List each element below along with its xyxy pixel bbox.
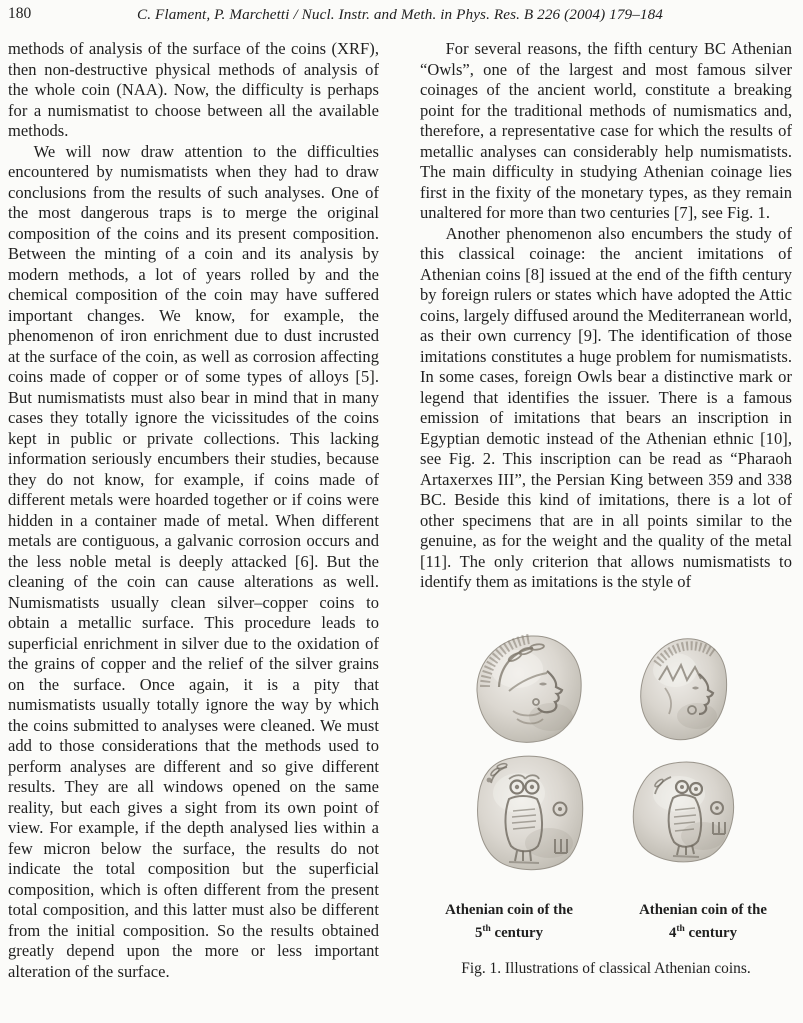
coin-photos-grid — [420, 633, 792, 871]
coin-label-line1: Athenian coin of the — [445, 901, 573, 918]
coin-label-century-number: 4 — [668, 925, 677, 942]
coin-label-century-number: 5 — [474, 925, 483, 942]
two-column-body — [8, 39, 792, 982]
athena-head-5th-century-coin-image — [473, 633, 585, 745]
coin-label-5th-century — [420, 899, 598, 946]
coin-labels — [420, 899, 792, 946]
body-paragraph: methods of analysis of the surface of the coins (XRF), then non-destructive physical methods of analysis of the whole coin (NAA). Now, the difficulty is perhaps for a numismatist to choose between all the available methods. — [8, 39, 379, 140]
coin-label-ordinal: th — [676, 924, 685, 935]
coin-label-4th-century — [614, 899, 792, 946]
body-paragraph: For several reasons, the fifth century BC Athenian “Owls”, one of the largest and most famous silver coinages of the ancient world, constitute a breaking point for the traditional methods of numismatics and, therefore, a representative case for which the results of metallic analyses can considerably help numismatists. The main difficulty in studying Athenian coinage lies first in the fixity of the monetary types, as they remain unaltered for more than two centuries [7], see Fig. 1. — [420, 39, 792, 222]
figure-1 — [420, 633, 792, 978]
running-title: C. Flament, P. Marchetti / Nucl. Instr. and Meth. in Phys. Res. B 226 (2004) 179–184 — [137, 6, 663, 23]
body-paragraph: Another phenomenon also encumbers the study of this classical coinage: the ancient imitations of Athenian coins [8] issued at the end of the fifth century by foreign rulers or states which have adopted the Attic coins, largely diffused around the Mediterranean world, as their own currency [9]. The identification of those imitations constitutes a huge problem for numismatists. In some cases, foreign Owls bear a distinctive mark or legend that identifies the issuer. There is a famous emission of imitations that bears an inscription in Egyptian demotic instead of the Athenian ethnic [10], see Fig. 2. This inscription can be read as “Pharaoh Artaxerxes III”, the Persian King between 359 and 338 BC. Beside this kind of imitations, there is a lot of other specimens that are in all points similar to the genuine, as for the weight and the quality of the metal [11]. The only criterion that allows numismatists to identify them as imitations is the style of — [420, 223, 792, 591]
right-column — [420, 39, 792, 982]
coin-label-line1: Athenian coin of the — [639, 901, 767, 918]
coin-label-ordinal: th — [482, 924, 491, 935]
body-paragraph: We will now draw attention to the difficulties encountered by numismatists when they had to draw conclusions from the results of such analyses. One of the most dangerous traps is to merge the original composition of the coins and its present composition. Between the minting of a coin and its analysis by modern methods, a lot of years rolled by and the chemical composition of the coin may have suffered important changes. We know, for example, the phenomenon of iron enrichment due to dust incrusted at the surface of the coin, as well as corrosion affecting coins made of copper or of some types of alloys [5]. But numismatists must also bear in mind that in many cases they totally ignore the vicissitudes of the coins kept in public or private collections. This lacking information seriously encumbers their studies, because they do not know, for example, if coins made of different metals were hoarded together or if coins were hidden in a container made of metal. When different metals are contiguous, a galvanic corrosion occurs and the less noble metal is deeply attacked [6]. But the cleaning of the coin can cause alterations as well. Numismatists usually clean silver–copper coins to obtain a metallic surface. This procedure leads to superficial enrichment in silver due to the oxidation of the grains of copper and the relief of the silver grains on the surface. Once again, it is a pity that numismatists usually totally ignore the way by which the coins submitted to analyses were cleaned. We must add to those considerations that the methods used to perform analyses are different and so give different results. They are all windows opened on the same reality, but each gives a sight from its own point of view. For example, if the depth analysed lies within a few micron below the surface, the results do not indicate the total composition but the superficial composition, which is often different from the present total composition, and this latter must also be different from the initial composition. So the results obtained greatly depend upon the more or less important alteration of the surface. — [8, 141, 379, 981]
page-number: 180 — [8, 5, 32, 22]
owl-5th-century-coin-image — [473, 753, 585, 871]
owl-4th-century-coin-image — [629, 760, 737, 864]
left-column — [8, 39, 379, 982]
figure-caption: Fig. 1. Illustrations of classical Athenian coins. — [461, 959, 751, 977]
coin-label-century-word: century — [490, 925, 544, 942]
athena-head-4th-century-coin-image — [635, 636, 731, 742]
coin-label-century-word: century — [684, 925, 738, 942]
running-head — [8, 5, 792, 29]
